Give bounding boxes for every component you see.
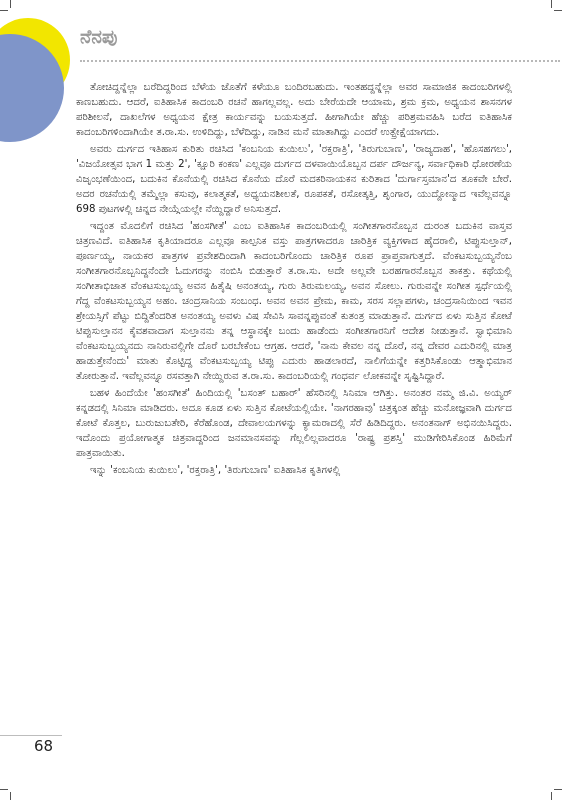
crop-mark [554,789,562,790]
crop-mark [551,0,552,8]
crop-mark [554,10,562,11]
paragraph: ಬಹಳ ಹಿಂದೆಯೇ 'ಹಂಸಗೀತೆ' ಹಿಂದಿಯಲ್ಲಿ 'ಬಸಂತ್ ಬಹಾರ್' ಹೆಸರಿನಲ್ಲಿ ಸಿನಿಮಾ ಆಗಿತ್ತು. ಅನಂತರ ನಮ್ಮ ಜಿ.ವಿ. ಅಯ್ಯರ್ ಕನ್ನಡದಲ್ಲಿ ಸಿನಿಮಾ ಮಾಡಿದರು. ಅದೂ ಕೂಡ ಏಳು ಸುತ್ತಿನ ಕೋಟೆಯಲ್ಲಿಯೇ. 'ನಾಗರಹಾವು' ಚಿತ್ರಕ್ಕಂತ ಹೆಚ್ಚು ಮನೋಜ್ಞವಾಗಿ ದುರ್ಗದ ಕೋಟೆ ಕೊತ್ತಲ, ಬುರುಜುಬತೇರಿ, ಕೆರೆಹೊಂಡ, ದೇವಾಲಯಗಳನ್ನು ಕ್ಯಾಮರಾದಲ್ಲಿ ಸೆರೆ ಹಿಡಿದಿದ್ದರು. ಅನಂತನಾಗ್ ಅಭಿನಯಿಸಿದ್ದರು. ಇದೊಂದು ಪ್ರಯೋಗಾತ್ಮಕ ಚಿತ್ರವಾದ್ದರಿಂದ ಜನಮಾನಸವನ್ನು ಗೆಲ್ಲಲಿಲ್ಲವಾದರೂ 'ರಾಷ್ಟ್ರ ಪ್ರಶಸ್ತಿ' ಮುಡಿಗೇರಿಸಿಕೊಂಡ ಹಿರಿಮೆಗೆ ಪಾತ್ರವಾಯಿತು. [76,388,512,459]
page-number: 68 [34,737,54,755]
page-header-title: ನೆನಪು [80,26,118,48]
crop-mark [10,0,11,8]
crop-mark [0,789,8,790]
paragraph: ಅವರು ದುರ್ಗದ ಇತಿಹಾಸ ಕುರಿತು ರಚಿಸಿದ 'ಕಂಬನಿಯ ಕುಯಿಲು', 'ರಕ್ತರಾತ್ರಿ', 'ತಿರುಗುಬಾಣ', 'ರಾಜ್ಯದಾಹ', 'ಹೊಸಹಗಲು', 'ವಿಜಯೋತ್ಸವ ಭಾಗ 1 ಮತ್ತು 2', 'ಕ್ಷೂರಿ ಕಂಕಣ' ಎಲ್ಲವೂ ದುರ್ಗದ ದಳವಾಯಿಯೊಬ್ಬನ ದರ್ಪ ದೌರ್ಜನ್ಯ, ಸರ್ವಾಧಿಕಾರಿ ಧೋರಣೆಯ ವಿಜೃಂಭಣೆಯಿಂದ, ಬದುಕಿನ ಕೊನೆಯಲ್ಲಿ ರಚಿಸಿದ ಕೊನೆಯ ದೊರೆ ಮದಕರಿನಾಯಕನ ಕುರಿತಾದ 'ದುರ್ಗಾಸ್ತಮಾನ'ದ ತೂಕವೇ ಬೇರೆ. ಅದರ ರಚನೆಯಲ್ಲಿ ತಮ್ಮೆಲ್ಲಾ ಕಸುವು, ಕಲಾತ್ಮಕತೆ, ಅಧ್ಯಯನಶೀಲತೆ, ರೂಪಕತೆ, ರಸೋತ್ಕತ್ತಿ, ಶೃಂಗಾರ, ಯುದ್ದೋನ್ಮಾದ ಇವೆಲ್ಲವನ್ನೂ 698 ಪುಟಗಳಲ್ಲಿ ಚಿನ್ನದ ನೇಯ್ಗೆಯಲ್ಲೇ ನೆಯ್ದಿದ್ದಾರೆ ಅನಿಸುತ್ತದೆ. [76,144,512,215]
body-text [76,80,512,480]
header-dotted-rule [80,60,560,62]
crop-mark [10,792,11,800]
footer-rule [0,735,62,736]
paragraph: ಇನ್ನು 'ಕಂಬನಿಯ ಕುಯಿಲು', 'ರಕ್ತರಾತ್ರಿ', 'ತಿರುಗುಬಾಣ' ಐತಿಹಾಸಿಕ ಕೃತಿಗಳಲ್ಲಿ [90,465,341,476]
crop-mark [551,792,552,800]
paragraph: ಇದ್ದಂತ ಮೊದಲಿಗೆ ರಚಿಸಿದ 'ಹಂಸಗೀತೆ' ಎಂಬ ಐತಿಹಾಸಿಕ ಕಾದಂಬರಿಯಲ್ಲಿ ಸಂಗೀತಗಾರನೊಬ್ಬನ ದುರಂತ ಬದುಕಿನ ವಾಸ್ತವ ಚಿತ್ರಣವಿದೆ. ಐತಿಹಾಸಿಕ ಕೃತಿಯಾದರೂ ಎಲ್ಲವೂ ಕಾಲ್ಪನಿಕ ವಸ್ತು ಪಾತ್ರಗಳಾದರೂ ಚಾರಿತ್ರಿಕ ವ್ಯಕ್ತಿಗಳಾದ ಹೈದರಾಲಿ, ಟಿಪ್ಪುಸುಲ್ತಾನ್, ಪೂರ್ಣಯ್ಯ, ನಾಯಕರ ಪಾತ್ರಗಳ ಪ್ರವೇಶದಿಂದಾಗಿ ಕಾದಂಬರಿಗೊಂದು ಚಾರಿತ್ರಿಕ ರೂಪ ಪ್ರಾಪ್ತವಾಗುತ್ತದೆ. ವೆಂಕಟಸುಬ್ಬಯ್ಯನೆಂಬ ಸಂಗೀತಗಾರನೊಬ್ಬನಿದ್ದನೆಂದೇ ಓದುಗರನ್ನು ನಂಬಿಸಿ ಬಿಡುತ್ತಾರೆ ತ.ರಾ.ಸು. ಅದೇ ಅಲ್ಲವೇ ಬರಹಗಾರನೊಬ್ಬನ ತಾಕತ್ತು. ಕಥೆಯಲ್ಲಿ ಸಂಗೀತಾಭಿಜಾತ ವೆಂಕಟಸುಬ್ಬಯ್ಯ ಅವನ ಹಿತೈಷಿ ಅನಂತಯ್ಯ, ಗುರು ತಿರುಮಲಯ್ಯ, ಅವನ ಸೋಲು. ಗುರುವನ್ನೇ ಸಂಗೀತ ಸ್ಪರ್ಧೆಯಲ್ಲಿ ಗೆದ್ದ ವೆಂಕಟಸುಬ್ಬಯ್ಯನ ಅಹಂ. ಚಂದ್ರಸಾನಿಯ ಸಂಬಂಧ. ಅವನ ಅವನ ಪ್ರೇಮ, ಕಾಮ, ಸರಸ ಸಲ್ಲಾಪಗಳು, ಚಂದ್ರಸಾನಿಯಿಂದ ಇವನ ಶ್ರೇಯಸ್ಸಿಗೆ ಪೆಟ್ಟು ಬಿದ್ದಿತೆಂದರಿತ ಅನಂತಯ್ಯ ಅವಳು ವಿಷ ಸೇವಿಸಿ ಸಾವನ್ನಪ್ಪುವಂತೆ ಕುತಂತ್ರ ಮಾಡುತ್ತಾನೆ. ದುರ್ಗದ ಏಳು ಸುತ್ತಿನ ಕೋಟೆ ಟಿಪ್ಪುಸುಲ್ತಾನನ ಕೈವಶವಾದಾಗ ಸುಲ್ತಾನನು ತನ್ನ ಆಸ್ಥಾನಕ್ಕೇ ಬಂದು ಹಾಡೆಂದು ಸಂಗೀತಗಾರನಿಗೆ ಆದೇಶ ನೀಡುತ್ತಾನೆ. ಸ್ವಾಭಿಮಾನಿ ವೆಂಕಟಸುಬ್ಬಯ್ಯನದು ನಾನಿರುವಲ್ಲಿಗೇ ದೊರೆ ಬರಬೇಕೆಂಬ ಆಗ್ರಹ. ಆದರೆ, 'ನಾನು ಕೇವಲ ನನ್ನ ದೊರೆ, ನನ್ನ ದೇವರ ಎದುರಿನಲ್ಲಿ ಮಾತ್ರ ಹಾಡುತ್ತೇನೆಂದು' ಮಾತು ಕೊಟ್ಟಿದ್ದ ವೆಂಕಟಸುಬ್ಬಯ್ಯ ಟಿಪ್ಪು ಎದುರು ಹಾಡಲಾರದೆ, ನಾಲಿಗೆಯನ್ನೇ ಕತ್ತರಿಸಿಕೊಂಡು ಆತ್ಮಾಭಿಮಾನ ತೋರುತ್ತಾನೆ. ಇವೆಲ್ಲವನ್ನೂ ರಸವತ್ತಾಗಿ ನೇಯ್ದಿರುವ ತ.ರಾ.ಸು. ಕಾದಂಬರಿಯಲ್ಲಿ ಗಂಧರ್ವ ಲೋಕವನ್ನೇ ಸೃಷ್ಟಿಸಿದ್ದಾರೆ. [76,221,512,382]
crop-mark [0,10,8,11]
paragraph: ತೋಚಿದ್ದನ್ನೆಲ್ಲಾ ಬರೆದಿದ್ದರಿಂದ ಬೆಳೆಯ ಜೊತೆಗೆ ಕಳೆಯೂ ಬಂದಿರಬಹುದು. ಇಂತಹದ್ದನ್ನೆಲ್ಲಾ ಅವರ ಸಾಮಾಜಿಕ ಕಾದಂಬರಿಗಳಲ್ಲಿ ಕಾಣಬಹುದು. ಆದರೆ, ಐತಿಹಾಸಿಕ ಕಾದಂಬರಿ ರಚನೆ ಹಾಗಲ್ಲವಲ್ಲ. ಅದು ಬೇರೆಯದೇ ಆಯಾಮ, ಶ್ರಮ ಕ್ರಮ, ಅಧ್ಯಯನ ಶಾಸನಗಳ ಪರಿಶೀಲನೆ, ದಾಖಲೆಗಳ ಅಧ್ಯಯನ ಕ್ಷೇತ್ರ ಕಾರ್ಯವನ್ನು ಬಯಸುತ್ತದೆ. ಹೀಗಾಗಿಯೇ ಹೆಚ್ಚು ಪರಿಶ್ರಮವಹಿಸಿ ಬರೆದ ಐತಿಹಾಸಿಕ ಕಾದಂಬರಿಗಳಿಂದಾಗಿಯೇ ತ.ರಾ.ಸು. ಉಳಿದಿದ್ದು, ಬೆಳೆದಿದ್ದು, ನಾಡಿನ ಮನೆ ಮಾತಾಗಿದ್ದು ಎಂದರೆ ಉತ್ಪ್ರೇಕ್ಷೆಯಾಗದು. [76,82,512,138]
